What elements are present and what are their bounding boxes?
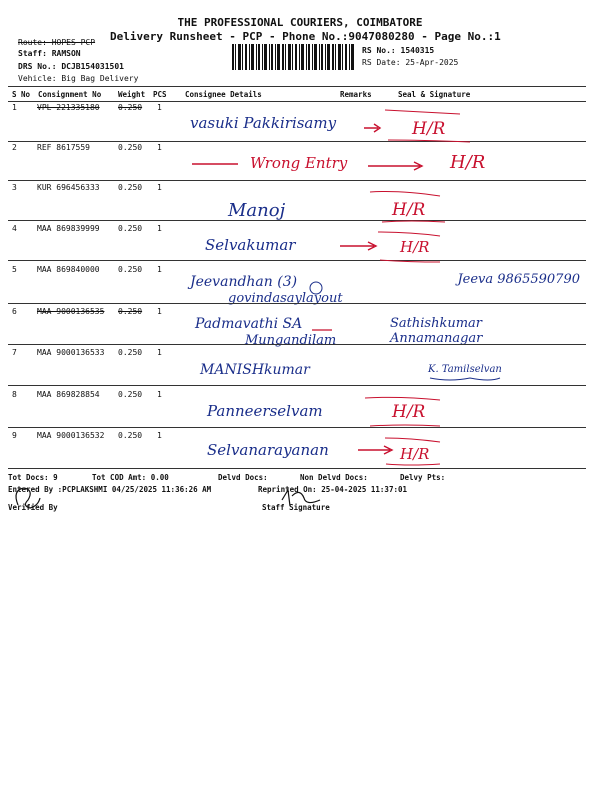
row2-pcs: 1 (157, 143, 162, 152)
row8-weight: 0.250 (118, 390, 143, 399)
row5-handwritten-name: Jeevandhan (3) (190, 274, 298, 290)
row5-weight: 0.250 (118, 265, 143, 274)
col-weight: Weight (118, 90, 146, 99)
row2-arrow (368, 162, 422, 170)
row6-consignment: MAA 9000136535 (37, 307, 105, 316)
row3-sno: 3 (12, 183, 17, 192)
col-seal: Seal & Signature (398, 90, 471, 99)
row7-sno: 7 (12, 348, 17, 357)
row7-consignment: MAA 9000136533 (37, 348, 105, 357)
row9-remark: H/R (400, 445, 430, 463)
row2-weight: 0.250 (118, 143, 143, 152)
row4-consignment: MAA 869839999 (37, 224, 100, 233)
row-rule (8, 427, 586, 428)
row7-remark: K. Tamilselvan (428, 364, 502, 375)
entered-by: Entered By :PCPLAKSHMI 04/25/2025 11:36:26 AM (8, 485, 212, 494)
row2-remark: H/R (450, 152, 486, 173)
row9-pcs: 1 (157, 431, 162, 440)
row9-consignment: MAA 9000136532 (37, 431, 105, 440)
row4-arrow (340, 242, 376, 250)
row4-remark: H/R (400, 238, 430, 256)
col-remarks: Remarks (340, 90, 372, 99)
non-delivered-docs: Non Delvd Docs: (300, 473, 368, 482)
row3-handwritten-name: Manoj (228, 200, 286, 221)
row1-sno: 1 (12, 103, 17, 112)
drs-label: DRS No.: DCJB154031501 (18, 62, 124, 71)
row1-remark: H/R (412, 119, 446, 139)
row4-sno: 4 (12, 224, 17, 233)
row7-pcs: 1 (157, 348, 162, 357)
row-rule (8, 180, 586, 181)
total-cod: Tot COD Amt: 0.00 (92, 473, 169, 482)
total-docs: Tot Docs: 9 (8, 473, 58, 482)
row4-handwritten-name: Selvakumar (205, 236, 296, 254)
row3-weight: 0.250 (118, 183, 143, 192)
reprinted-on: Reprinted On: 25-04-2025 11:37:01 (258, 485, 408, 494)
row4-weight: 0.250 (118, 224, 143, 233)
table-header-rule (8, 101, 586, 102)
row8-sno: 8 (12, 390, 17, 399)
row-rule (8, 385, 586, 386)
row-rule (8, 344, 586, 345)
row-rule (8, 303, 586, 304)
row7-handwritten-name: MANISHkumar (200, 362, 310, 378)
runsheet-title: Delivery Runsheet - PCP - Phone No.:9047080280 - Page No.:1 (110, 30, 501, 43)
row5-handwritten-address: govindasaylayout (228, 291, 343, 306)
row7-scribble (430, 378, 500, 380)
staff-label: Staff: RAMSON (18, 49, 81, 58)
row1-arrow (364, 124, 380, 132)
row9-sno: 9 (12, 431, 17, 440)
row1-consignment: VPL 221335180 (37, 103, 100, 112)
row6-pcs: 1 (157, 307, 162, 316)
row-rule (8, 141, 586, 142)
row5-sno: 5 (12, 265, 17, 274)
row2-sno: 2 (12, 143, 17, 152)
row-rule (8, 220, 586, 221)
staff-signature-label: Staff Signature (262, 503, 330, 512)
row4-pcs: 1 (157, 224, 162, 233)
route-label: Route: HOPES PCP (18, 38, 96, 47)
row3-consignment: KUR 696456333 (37, 183, 100, 192)
row8-consignment: MAA 869828854 (37, 390, 100, 399)
row3-remark: H/R (392, 200, 426, 220)
row5-pcs: 1 (157, 265, 162, 274)
delivered-docs: Delvd Docs: (218, 473, 268, 482)
row5-consignment: MAA 869840000 (37, 265, 100, 274)
row1-weight: 0.250 (118, 103, 143, 112)
barcode (232, 44, 356, 70)
row1-handwritten-name: vasuki Pakkirisamy (190, 114, 337, 132)
row9-arrow (358, 446, 392, 454)
col-pcs: PCS (153, 90, 167, 99)
row2-consignment: REF 8617559 (37, 143, 90, 152)
table-bottom-rule (8, 468, 586, 469)
vehicle-label: Vehicle: Big Bag Delivery (18, 74, 139, 83)
row6-handwritten-name: Padmavathi SA (195, 316, 303, 332)
col-consignment: Consignment No (38, 90, 102, 99)
row8-pcs: 1 (157, 390, 162, 399)
row3-pcs: 1 (157, 183, 162, 192)
row6-sno: 6 (12, 307, 17, 316)
delivery-points: Delvy Pts: (400, 473, 446, 482)
row6-remark: Sathishkumar Annamanagar (390, 316, 483, 346)
table-top-rule (8, 86, 586, 87)
col-consignee: Consignee Details (185, 90, 262, 99)
row1-pcs: 1 (157, 103, 162, 112)
row9-handwritten-name: Selvanarayanan (207, 441, 329, 459)
row9-weight: 0.250 (118, 431, 143, 440)
row8-remark: H/R (392, 402, 426, 422)
row7-weight: 0.250 (118, 348, 143, 357)
rs-number: RS No.: 1540315 (362, 46, 435, 55)
row6-handwritten-address: Mungandilam (245, 333, 337, 348)
row8-handwritten-name: Panneerselvam (207, 402, 323, 420)
verified-by: Verified By (8, 503, 58, 512)
rs-date: RS Date: 25-Apr-2025 (362, 58, 459, 67)
row5-remark: Jeeva 9865590790 (457, 272, 580, 287)
row6-weight: 0.250 (118, 307, 143, 316)
company-title: THE PROFESSIONAL COURIERS, COIMBATORE (177, 16, 423, 29)
row-rule (8, 260, 586, 261)
col-sno: S No (12, 90, 31, 99)
row2-handwritten-name: Wrong Entry (250, 154, 348, 172)
